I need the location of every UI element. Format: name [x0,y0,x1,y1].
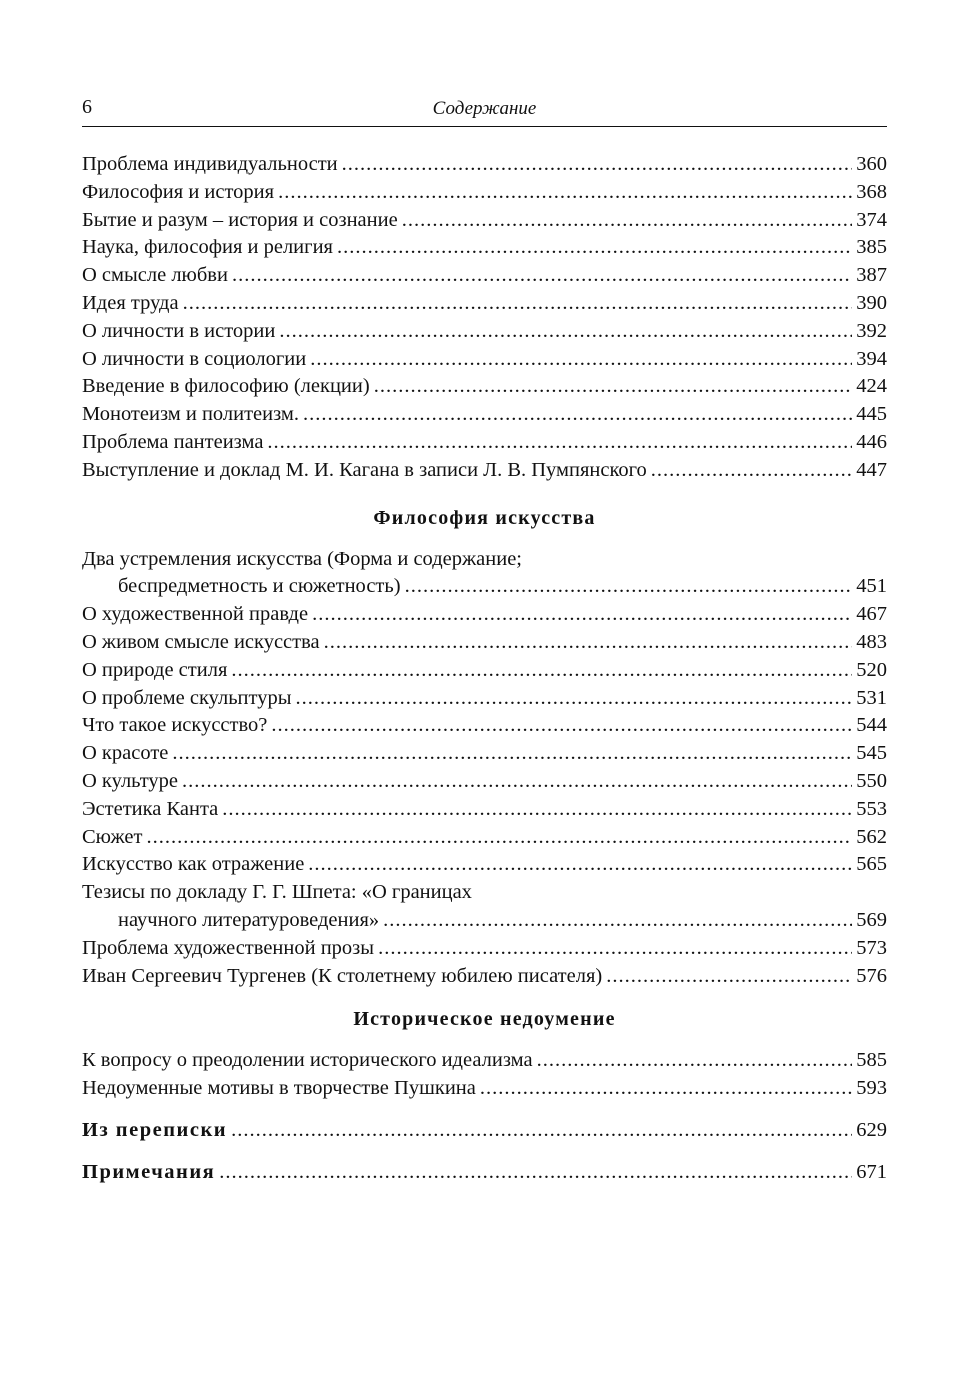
leader-dots [271,712,852,740]
toc-entry-title: Сюжет [82,825,143,848]
toc-entry-page: 445 [856,403,887,426]
toc-entry-page: 424 [856,375,887,398]
toc-entry-page: 447 [856,458,887,481]
toc-entry[interactable] [82,768,887,796]
leader-dots [383,907,852,935]
leader-dots [651,457,852,485]
leader-dots [278,179,852,207]
leader-dots [182,768,852,796]
leader-dots [231,1117,852,1145]
leader-dots [324,629,853,657]
toc-entry-page: 565 [856,853,887,876]
toc-entry-title: Монотеизм и политеизм. [82,403,300,426]
toc-entry-title: Эстетика Канта [82,797,219,820]
toc-entry-page: 573 [856,936,887,959]
toc-entry-title: беспредметность и сюжетность) [118,575,401,598]
toc-entry[interactable] [82,963,887,991]
toc-entry-title: О культуре [82,769,179,792]
toc-entry-title: Выступление и доклад М. И. Кагана в записи Л. В. Пумпянского [82,458,647,481]
toc-entry[interactable] [82,1047,887,1075]
toc-entry-title: Проблема индивидуальности [82,153,338,175]
toc-entry-page: 531 [856,686,887,709]
toc-entry[interactable] [82,346,887,374]
toc-entry-title: Искусство как отражение [82,853,305,876]
toc-entry-title: Что такое искусство? [82,714,268,737]
toc-entry-page: 553 [856,797,887,820]
toc-entry-title: Введение в философию (лекции) [82,375,370,398]
toc-entry[interactable] [82,907,887,935]
toc-entry[interactable] [82,429,887,457]
toc-entry-page: 385 [856,236,887,259]
toc-entry-page: 451 [856,575,887,598]
toc-entry[interactable] [82,151,887,179]
leader-dots [172,740,852,768]
leader-dots [310,346,852,374]
section-heading-historical-perplexity: Историческое недоумение [353,1008,616,1031]
toc-entry-page: 576 [856,964,887,987]
toc-entry[interactable] [82,401,887,429]
toc-entry[interactable] [82,712,887,740]
toc-entry-title: Философия и история [82,180,275,203]
leader-dots [279,318,852,346]
page-number: 6 [82,96,92,118]
toc-entry-title: Идея труда [82,291,179,314]
toc-entry[interactable] [82,601,887,629]
toc-entry-first-line: Тезисы по докладу Г. Г. Шпета: «О границах [82,881,472,904]
toc-entry-page: 394 [856,347,887,370]
toc-entry[interactable] [82,740,887,768]
toc-entry[interactable] [82,935,887,963]
toc-entry[interactable] [82,457,887,485]
toc-group-3 [82,1047,887,1103]
toc-entry-page: 446 [856,430,887,453]
leader-dots [222,796,852,824]
toc-entry[interactable] [82,207,887,235]
toc-entry-title: Проблема пантеизма [82,430,264,453]
toc-entry[interactable] [82,685,887,713]
leader-dots [606,963,852,991]
table-of-contents [82,151,887,1187]
toc-entry-page: 569 [856,908,887,931]
toc-entry[interactable] [82,373,887,401]
leader-dots [402,207,853,235]
toc-entry[interactable] [82,179,887,207]
toc-entry[interactable] [82,657,887,685]
toc-entry[interactable] [82,1159,887,1187]
toc-entry-page: 562 [856,825,887,848]
toc-entry-first-line: Два устремления искусства (Форма и содержание; [82,547,522,570]
leader-dots [183,290,853,318]
toc-entry-page: 585 [856,1049,887,1072]
toc-entry-page: 392 [856,319,887,342]
leader-dots [312,601,852,629]
toc-entry-title: Из переписки [82,1118,228,1141]
toc-entry-title: Проблема художественной прозы [82,936,375,959]
toc-entry-title: О личности в истории [82,319,276,342]
toc-group-1 [82,151,887,485]
toc-entry-title: Недоуменные мотивы в творчестве Пушкина [82,1077,476,1100]
toc-entry-page: 671 [856,1160,887,1183]
toc-entry-title: О природе стиля [82,658,228,681]
document-page [82,90,887,1187]
leader-dots [308,851,852,879]
leader-dots [374,373,853,401]
toc-entry[interactable] [82,1075,887,1103]
toc-entry[interactable] [82,629,887,657]
toc-entry-page: 467 [856,603,887,626]
toc-entry-title: К вопросу о преодолении исторического идеализма [82,1049,533,1072]
toc-entry-page: 483 [856,630,887,653]
toc-entry-page: 374 [856,208,887,231]
leader-dots [231,657,852,685]
toc-entry[interactable] [82,318,887,346]
toc-entry-page: 593 [856,1077,887,1100]
toc-entry-title: Бытие и разум – история и сознание [82,208,398,231]
toc-entry-page: 360 [856,153,887,175]
toc-entry-page: 545 [856,742,887,765]
leader-dots [378,935,852,963]
leader-dots [405,573,853,601]
toc-entry-page: 544 [856,714,887,737]
toc-entry-page: 629 [856,1118,887,1141]
leader-dots [146,824,852,852]
toc-entry-page: 550 [856,769,887,792]
running-title: Содержание [432,98,537,119]
leader-dots [537,1047,853,1075]
toc-entry-title: О живом смысле искусства [82,630,320,653]
toc-entry[interactable] [82,796,887,824]
leader-dots [303,401,852,429]
leader-dots [295,685,852,713]
toc-entry-title: О художественной правде [82,603,309,626]
toc-entry[interactable] [82,573,887,601]
toc-group-2a [82,601,887,879]
toc-entry[interactable] [82,851,887,879]
leader-dots [219,1159,852,1187]
toc-entry-title: О проблеме скульптуры [82,686,292,709]
toc-group-2b [82,935,887,991]
leader-dots [267,429,852,457]
toc-entry-title: Иван Сергеевич Тургенев (К столетнему юбилею писателя) [82,964,603,987]
leader-dots [342,151,853,179]
leader-dots [480,1075,852,1103]
toc-entry-title: научного литературоведения» [118,908,380,931]
toc-entry-page: 387 [856,264,887,287]
toc-entry-title: Наука, философия и религия [82,236,333,259]
leader-dots [232,262,852,290]
toc-entry-title: О смысле любви [82,264,228,287]
toc-entry[interactable] [82,234,887,262]
section-heading-philosophy-of-art: Философия искусства [373,506,596,529]
toc-entry-title: О красоте [82,742,169,765]
toc-entry-title: Примечания [82,1160,216,1183]
toc-entry[interactable] [82,824,887,852]
page-header [82,90,887,127]
toc-major-entries [82,1117,887,1187]
toc-entry[interactable] [82,290,887,318]
toc-entry-page: 390 [856,291,887,314]
leader-dots [337,234,852,262]
toc-entry-page: 368 [856,180,887,203]
toc-entry-title: О личности в социологии [82,347,307,370]
toc-entry-page: 520 [856,658,887,681]
toc-entry[interactable] [82,1117,887,1145]
toc-entry[interactable] [82,262,887,290]
